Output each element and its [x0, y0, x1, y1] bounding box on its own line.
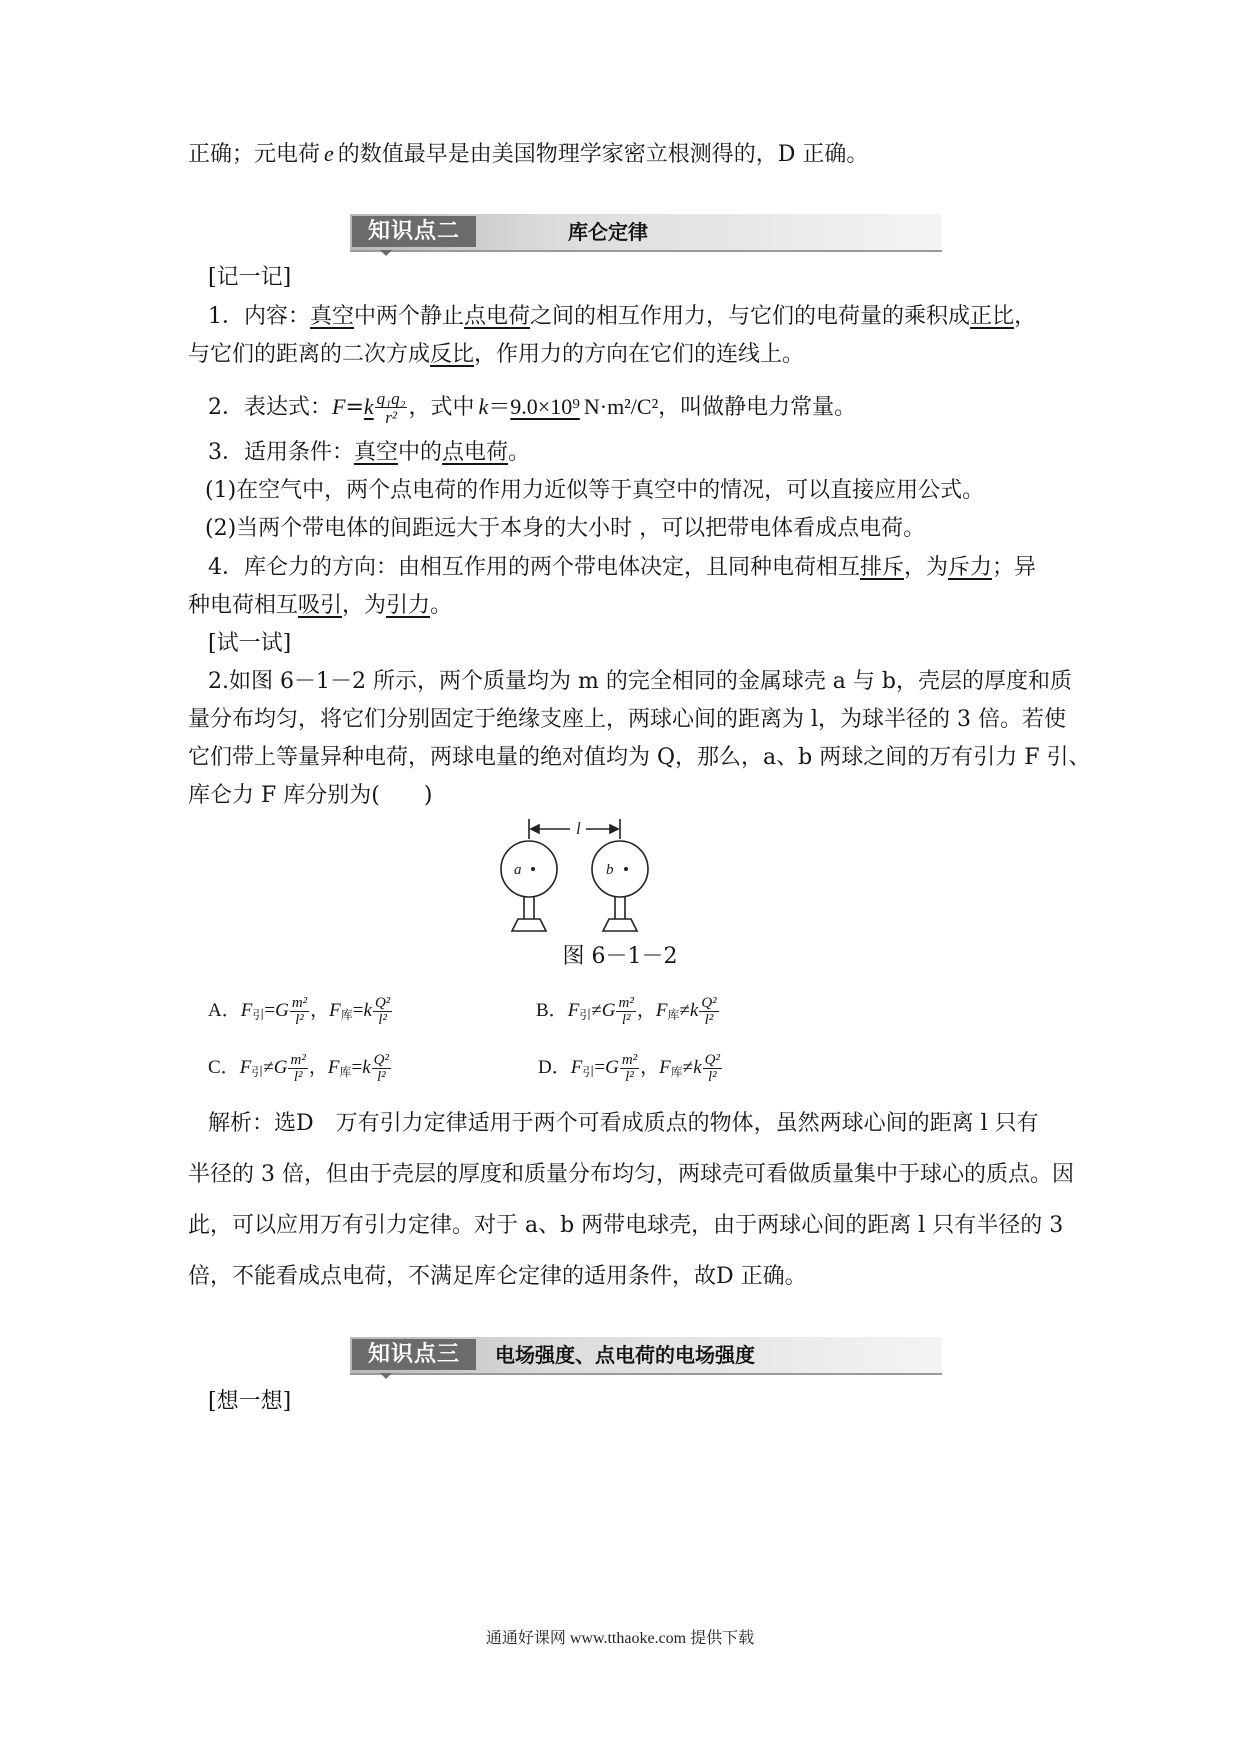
distance-label: l [576, 819, 581, 838]
item-1-line-1: 1．内容：真空中两个静止点电荷之间的相互作用力，与它们的电荷量的乘积成正比， [208, 304, 1037, 329]
option-b[interactable]: B．$F_引\ne G$ $\frac{\text{m²}}{\text{l²}}$ ，$F_库\ne k$ $\frac{\text{Q²}}{\text{l²}}$ [536, 994, 717, 1028]
section-tag-pointer [380, 250, 392, 256]
item-1-line-2: 与它们的距离的二次方成反比，作用力的方向在它们的连线上。 [188, 342, 805, 367]
item-4-line-1: 4．库仑力的方向：由相互作用的两个带电体决定，且同种电荷相互排斥，为斥力；异 [208, 555, 1037, 580]
sphere-a-label: a [514, 862, 522, 878]
item-3-2: (2)当两个带电体的间距远大于本身的大小时 ，可以把带电体看成点电荷。 [205, 516, 926, 541]
analysis-line-2: 半径的 3 倍，但由于壳层的厚度和质量分布均匀，两球壳可看做质量集中于球心的质点。因 [188, 1162, 1074, 1187]
option-c[interactable]: C．$F_引\ne G$ $\frac{\text{m²}}{\text{l²}}$ ，$F_库=k$ $\frac{\text{Q²}}{\text{l²}}$ [208, 1051, 389, 1085]
question-line-4: 库仑力 F 库分别为( ) [188, 783, 433, 808]
option-a[interactable]: A．$F_引=G$ $\frac{\text{m²}}{\text{l²}}$ ，$F_库=k$ $\frac{\text{Q²}}{\text{l²}}$ [208, 994, 391, 1028]
section-header-3 [350, 1337, 942, 1373]
section-title: 库仑定律 [568, 220, 648, 244]
sphere-b [592, 841, 648, 897]
think-label: [想一想] [208, 1389, 292, 1414]
question-line-2: 量分布均匀，将它们分别固定于绝缘支座上，两球心间的距离为 l，为球半径的 3 倍。若使 [188, 707, 1067, 732]
page-footer: 通通好课网 www.tthaoke.com 提供下载 [485, 1630, 755, 1647]
question-line-1: 2.如图 6－1－2 所示，两个质量均为 m 的完全相同的金属球壳 a 与 b，壳层的厚度和质 [208, 669, 1072, 694]
item-3-1: (1)在空气中，两个点电荷的作用力近似等于真空中的情况，可以直接应用公式。 [205, 478, 985, 503]
question-line-3: 它们带上等量异种电荷，两球电量的绝对值均为 Q，那么，a、b 两球之间的万有引力 F 引、 [188, 745, 1091, 770]
analysis-line-1: 解析：选D 万有引力定律适用于两个可看成质点的物体，虽然两球心间的距离 l 只有 [208, 1111, 1039, 1136]
item-4-line-2: 种电荷相互吸引，为引力。 [188, 593, 453, 618]
section-tag: 知识点二 [352, 216, 476, 247]
intro-line: 正确；元电荷 e 的数值最早是由美国物理学家密立根测得的，D 正确。 [188, 141, 869, 167]
coulomb-fraction: $\frac{\text{q₁q₂}}{\text{r²}}$ [376, 389, 406, 427]
section-header-2 [350, 214, 942, 250]
coulomb-constant-value: 9.0×10⁹ [510, 394, 580, 419]
try-label: [试一试] [208, 631, 292, 656]
analysis-line-4: 倍，不能看成点电荷，不满足库仑定律的适用条件，故D 正确。 [188, 1264, 807, 1289]
remember-label: [记一记] [208, 265, 292, 290]
figure-caption: 图 6－1－2 [562, 944, 678, 969]
sphere-b-label: b [606, 862, 614, 878]
section-title: 电场强度、点电荷的电场强度 [495, 1343, 755, 1367]
section-tag-pointer [380, 1373, 392, 1379]
section-tag: 知识点三 [352, 1339, 476, 1370]
sphere-a [501, 841, 557, 897]
item-2-formula: 2．表达式：F=k $\frac{\text{q₁q₂}}{\text{r²}}$ ，式中 k＝9.0×10⁹ N·m²/C²，叫做静电力常量。 [208, 389, 857, 427]
item-3: 3．适用条件：真空中的点电荷。 [208, 440, 531, 465]
option-d[interactable]: D．$F_引=G$ $\frac{\text{m²}}{\text{l²}}$ ，$F_库\ne k$ $\frac{\text{Q²}}{\text{l²}}$ [538, 1051, 721, 1085]
analysis-line-3: 此，可以应用万有引力定律。对于 a、b 两带电球壳，由于两球心间的距离 l 只有半径的 3 [188, 1213, 1064, 1238]
two-spheres-figure [500, 815, 760, 945]
